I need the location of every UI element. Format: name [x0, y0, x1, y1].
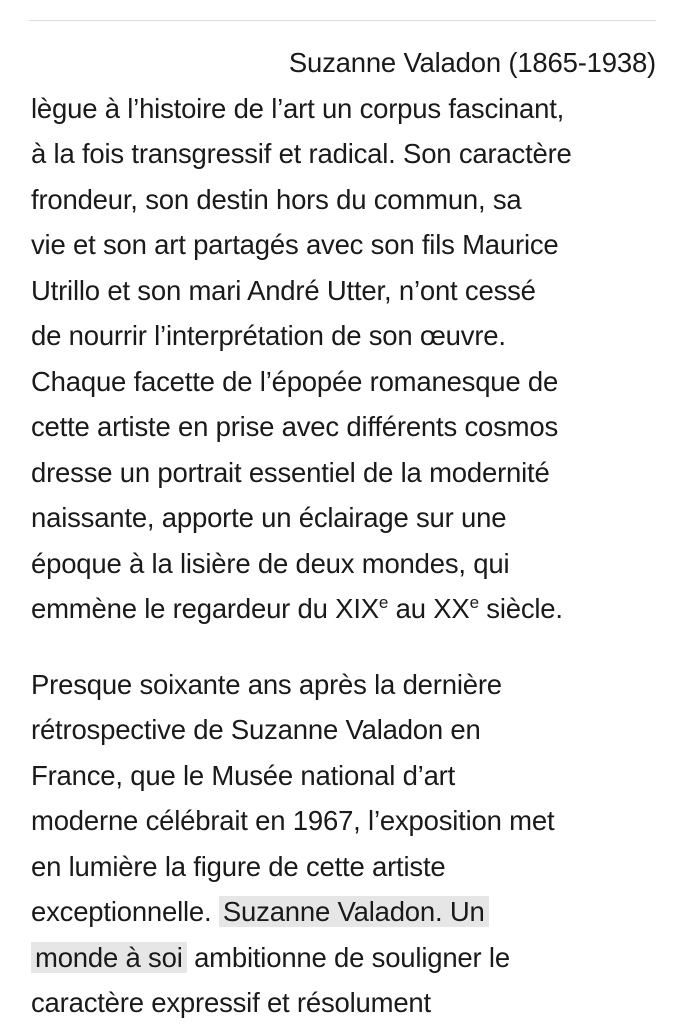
exhibition-title-highlight: monde à soi	[31, 942, 187, 973]
line-13-text-c: siècle.	[478, 593, 563, 624]
paragraph-1-line-7: de nourrir l’interprétation de son œuvre.	[31, 320, 506, 351]
paragraph-2-line-3: France, que le Musée national d’art	[31, 759, 456, 791]
paragraph-2-line-4: moderne célébrait en 1967, l’exposition met	[31, 805, 555, 836]
paragraph-2-line-7	[31, 935, 656, 981]
paragraph-2-line-2: rétrospective de Suzanne Valadon en	[31, 714, 481, 745]
paragraph-1-line-12: époque à la lisière de deux mondes, qui	[31, 547, 510, 579]
paragraph-1-line-6: Utrillo et son mari André Utter, n’ont cessé	[31, 274, 536, 306]
line-7-text: ambitionne de souligner le	[186, 941, 510, 973]
paragraph-1	[31, 40, 656, 632]
paragraph-1-line-11: naissante, apporte un éclairage sur une	[31, 502, 507, 533]
paragraph-2-line-5: en lumière la figure de cette artiste	[31, 850, 446, 882]
paragraph-1-line-3: à la fois transgressif et radical. Son caractère	[31, 138, 572, 169]
article-body	[31, 40, 656, 1026]
paragraph-1-line-2: lègue à l’histoire de l’art un corpus fascinant,	[31, 92, 565, 124]
paragraph-1-line-10: dresse un portrait essentiel de la modernité	[31, 456, 550, 488]
paragraph-1-line-13	[31, 586, 656, 632]
paragraph-2-line-6	[31, 889, 656, 935]
paragraph-1-line-4: frondeur, son destin hors du commun, sa	[31, 183, 522, 215]
top-divider	[29, 20, 656, 21]
paragraph-1-line-9: cette artiste en prise avec différents cosmos	[31, 411, 558, 442]
superscript-e: e	[469, 592, 479, 612]
line-13-text-b: au XX	[388, 593, 470, 624]
exhibition-title-highlight: Suzanne Valadon. Un	[219, 896, 489, 927]
superscript-e: e	[378, 592, 389, 612]
paragraph-2-line-1: Presque soixante ans après la dernière	[31, 668, 502, 700]
paragraph-1-line-8: Chaque facette de l’épopée romanesque de	[31, 365, 559, 397]
paragraph-1-line-5: vie et son art partagés avec son fils Maurice	[31, 229, 559, 260]
paragraph-1-line-1: Suzanne Valadon (1865-1938)	[288, 47, 656, 78]
line-6-text: exceptionnelle.	[31, 896, 219, 927]
paragraph-2-line-8: caractère expressif et résolument	[31, 987, 431, 1018]
line-13-text-a: emmène le regardeur du XIX	[31, 593, 379, 624]
paragraph-2	[31, 662, 656, 1026]
